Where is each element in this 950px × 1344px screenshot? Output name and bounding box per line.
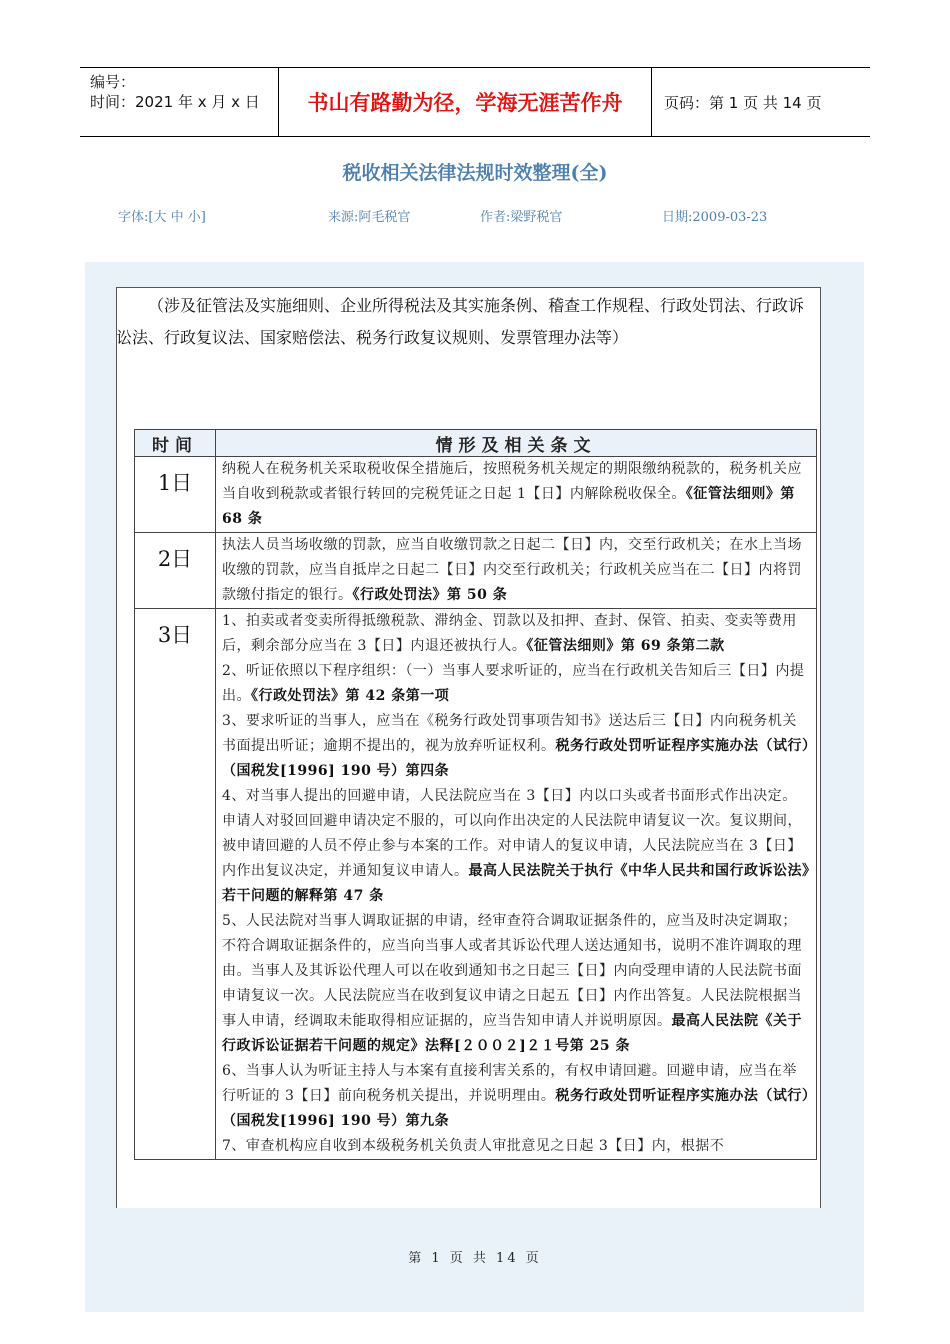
header-content: 情形及相关条文 [216,430,817,457]
clause-text: 6、当事人认为听证主持人与本案有直接利害关系的，有权申请回避。回避申请，应当在举行听证的 3【日】前向税务机关提出，并说明理由。 [222,1063,797,1104]
document-header [80,67,870,137]
regulation-table [134,429,817,1160]
intro-text: （涉及征管法及实施细则、企业所得税法及其实施条例、稽查工作规程、行政处罚法、行政诉讼法、行政复议法、国家赔偿法、税务行政复议规则、发票管理办法等） [116,296,805,347]
law-citation: 最高人民法院关于执行《中华人民共和国行政诉讼法》若干问题的解释第 47 条 [222,863,810,904]
page-footer: 第 1 页 共 14 页 [408,1251,542,1266]
page-label: 页码：第 1 页 共 14 页 [664,93,822,112]
clause-text: 5、人民法院对当事人调取证据的申请，经审查符合调取证据条件的，应当及时决定调取；不符合调取证据条件的，应当向当事人或者其诉讼代理人送达通知书，说明不准许调取的理由。当事人及其诉讼代理人可以在收到通知书之日起三【日】内向受理申请的人民法院书面申请复议一次。人民法院应当在收到复议申请之日起五【日】内作出答复。人民法院根据当事人申请，经调取未能取得相应证据的，应当告知申请人并说明原因。 [222,913,802,1029]
date-label: 日期:2009-03-23 [662,210,768,225]
clause-text: 1、拍卖或者变卖所得抵缴税款、滞纳金、罚款以及扣押、查封、保管、拍卖、变卖等费用后，剩余部分应当在 3【日】内退还被执行人。 [222,613,797,654]
table-row [135,457,817,533]
time-cell: 3日 [135,609,216,1160]
motto: 书山有路勤为径，学海无涯苦作舟 [279,68,652,136]
time-cell: 1日 [135,457,216,533]
time-label: 时间：2021 年 x 月 x 日 [90,93,260,111]
page-title: 税收相关法律法规时效整理(全) [342,162,608,184]
law-citation: 最高人民法院《关于行政诉讼证据若干问题的规定》法释[２００２]２１号第 25 条 [222,1013,802,1054]
table-row [135,533,817,609]
clause-text: 纳税人在税务机关采取税收保全措施后，按照税务机关规定的期限缴纳税款的，税务机关应当自收到税款或者银行转回的完税凭证之日起 1【日】内解除税收保全。 [222,461,802,502]
law-citation: 《征管法细则》第 69 条第二款 [526,638,725,654]
content-cell [216,457,817,533]
time-cell: 2日 [135,533,216,609]
table-header-row [135,430,817,457]
content-cell [216,609,817,1160]
clause-text: 4、对当事人提出的回避申请，人民法院应当在 3【日】内以口头或者书面形式作出决定。申请人对驳回回避申请决定不服的，可以向作出决定的人民法院申请复议一次。复议期间，被申请回避的人员不停止参与本案的工作。对申请人的复议申请，人民法院应当在 3【日】内作出复议决定，并通知复议申请人。 [222,788,802,879]
law-citation: 《行政处罚法》第 50 条 [352,587,508,603]
clause-text: 7、审查机构应自收到本级税务机关负责人审批意见之日起 3【日】内，根据不 [222,1138,725,1154]
header-time: 时间 [135,430,216,457]
author-label: 作者:梁野税官 [480,210,563,225]
law-citation: 税务行政处罚听证程序实施办法（试行）（国税发[1996] 190 号）第九条 [222,1088,810,1129]
law-citation: 税务行政处罚听证程序实施办法（试行）（国税发[1996] 190 号）第四条 [222,738,810,779]
clause-text: 2、听证依照以下程序组织：（一）当事人要求听证的，应当在行政机关告知后三【日】内提出。 [222,663,805,704]
source-label: 来源:阿毛税官 [328,210,411,225]
clause-text: 执法人员当场收缴的罚款，应当自收缴罚款之日起二【日】内，交至行政机关；在水上当场收缴的罚款，应当自抵岸之日起二【日】内交至行政机关；行政机关应当在二【日】内将罚款缴付指定的银行。 [222,537,802,603]
header-info [80,68,279,136]
clause-text: 3、要求听证的当事人，应当在《税务行政处罚事项告知书》送达后三【日】内向税务机关书面提出听证；逾期不提出的，视为放弃听证权利。 [222,713,797,754]
law-citation: 《征管法细则》第 68 条 [222,486,795,527]
font-size-selector[interactable]: 字体:[大 中 小] [118,210,206,225]
table-row [135,609,817,1160]
number-label: 编号： [90,73,136,91]
content-cell [216,533,817,609]
law-citation: 《行政处罚法》第 42 条第一项 [251,688,450,704]
